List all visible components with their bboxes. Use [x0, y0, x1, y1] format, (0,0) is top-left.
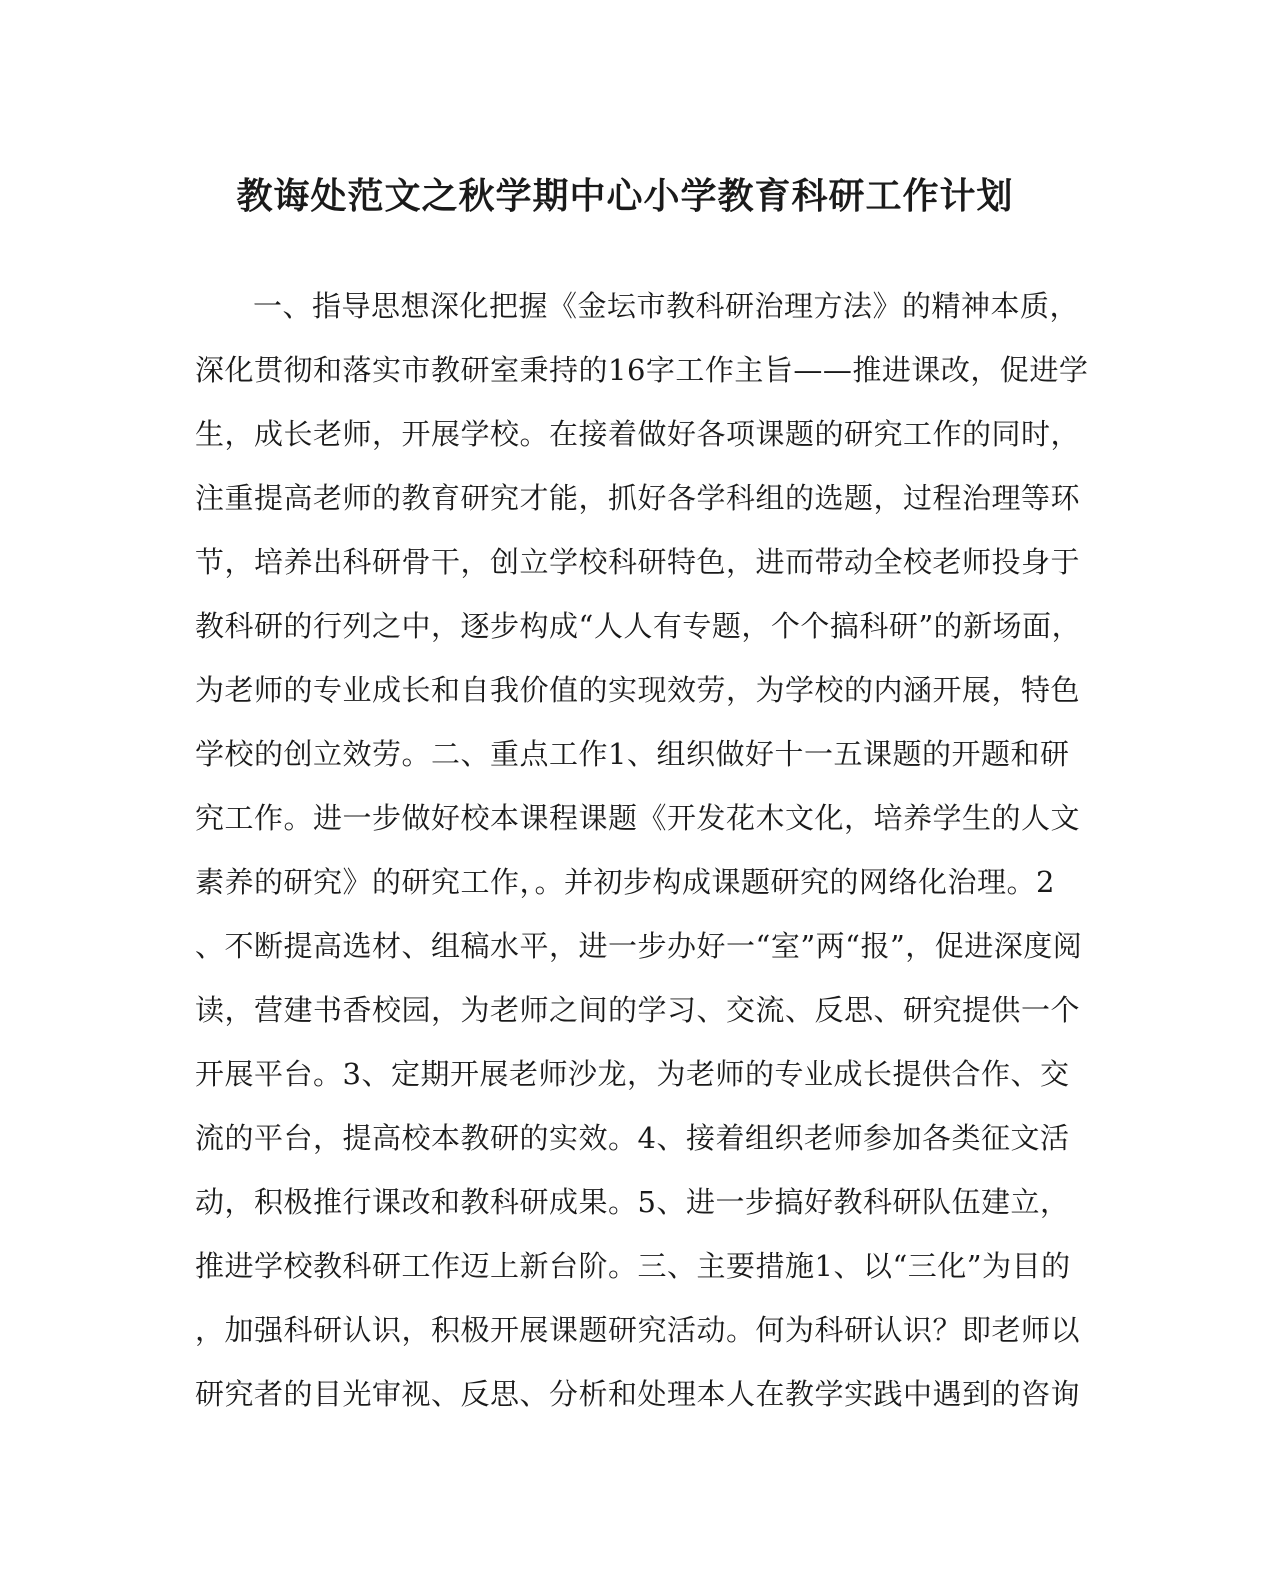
body-line: 节，培养出科研骨干，创立学校科研特色，进而带动全校老师投身于: [195, 545, 1081, 579]
body-line: ，加强科研认识，积极开展课题研究活动。何为科研认识？即老师以: [195, 1313, 1081, 1347]
body-line: 深化贯彻和落实市教研室秉持的16字工作主旨——推进课改，促进学: [195, 353, 1089, 387]
body-line: 开展平台。3、定期开展老师沙龙，为老师的专业成长提供合作、交: [195, 1057, 1070, 1091]
body-line: 推进学校教科研工作迈上新台阶。三、主要措施1、以“三化”为目的: [195, 1249, 1071, 1283]
body-line: 教科研的行列之中，逐步构成“人人有专题，个个搞科研”的新场面，: [195, 609, 1082, 643]
document-title: 教诲处范文之秋学期中心小学教育科研工作计划: [236, 175, 1014, 217]
body-line: 生，成长老师，开展学校。在接着做好各项课题的研究工作的同时，: [195, 417, 1081, 451]
body-line: 注重提高老师的教育研究才能，抓好各学科组的选题，过程治理等环: [195, 481, 1081, 515]
body-line: 读，营建书香校园，为老师之间的学习、交流、反思、研究提供一个: [195, 993, 1081, 1027]
body-line: 、不断提高选材、组稿水平，进一步办好一“室”两“报”，促进深度阅: [195, 929, 1083, 963]
body-line: 动，积极推行课改和教科研成果。5、进一步搞好教科研队伍建立，: [195, 1185, 1070, 1219]
body-line: 究工作。进一步做好校本课程课题《开发花木文化，培养学生的人文: [195, 801, 1081, 835]
document-body: [195, 284, 1089, 1436]
body-line: 为老师的专业成长和自我价值的实现效劳，为学校的内涵开展，特色: [195, 673, 1081, 707]
body-line: 学校的创立效劳。二、重点工作1、组织做好十一五课题的开题和研: [195, 737, 1070, 771]
body-line: 研究者的目光审视、反思、分析和处理本人在教学实践中遇到的咨询: [195, 1377, 1081, 1411]
body-line: 流的平台，提高校本教研的实效。4、接着组织老师参加各类征文活: [195, 1121, 1070, 1155]
body-line: 素养的研究》的研究工作，。并初步构成课题研究的网络化治理。2: [195, 865, 1055, 899]
body-line: 一、指导思想深化把握《金坛市教科研治理方法》的精神本质，: [253, 289, 1080, 323]
